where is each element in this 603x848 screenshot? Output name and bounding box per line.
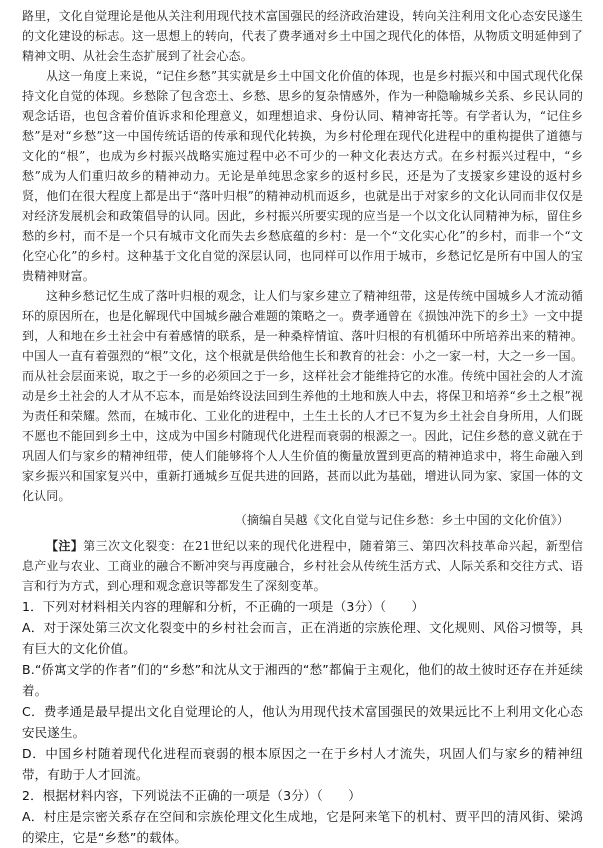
question-2-option-a: A．村庄是宗密关系存在空间和宗族伦理文化生成地，它是阿来笔下的机村、贾平凹的清风街、梁鸿的梁庄，它是“乡愁”的载体。 [22,809,583,845]
annotation-tag: 【注】 [46,539,84,553]
question-1-option-c: C．费孝通是最早提出文化自觉理论的人，他认为用现代技术富国强民的效果远比不上利用文化心态安民遂生。 [22,704,583,740]
question-1-stem: 1．下列对材料相关内容的理解和分析，不正确的一项是（3分）（ ） [22,599,425,614]
question-1-option-a: A．对于深处第三次文化裂变中的乡村社会而言，正在消逝的宗族伦理、文化规则、风俗习惯等，具有巨大的文化价值。 [22,620,583,656]
annotation-text: 第三次文化裂变：在21世纪以来的现代化进程中，随着第三、第四次科技革命兴起，新型信息产业与农业、工商业的融合不断冲突与再度融合，乡村社会从传统生活方式、人际关系和交往方式、语言和行为方式，到心理和观念意识等都发生了深刻变革。 [22,539,583,593]
passage-paragraph-1: 路里，文化自觉理论是他从关注利用现代技术富国强民的经济政治建设，转向关注利用文化心态安民遂生的文化建设的标志。这一思想上的转向，代表了费孝通对乡土中国之现代化的体悟，从物质文明延伸到了精神文明、从社会生态扩展到了社会心态。 [22,9,583,63]
passage-paragraph-2: 从这一角度上来说，“记住乡愁”其实就是乡土中国文化价值的体现，也是乡村振兴和中国式现代化保持文化自觉的体现。乡愁除了包含恋土、乡愁、思乡的复杂情感外，作为一种隐喻城乡关系、乡民认同的观念话语，也包含着价值诉求和伦理意义，如理想追求、身份认同、精神寄托等。有学者认为，“记住乡愁”是对“乡愁”这一中国传统话语的传承和现代化转换，为乡村伦理在现代化进程中的重构提供了道德与文化的“根”，也成为乡村振兴战略实施过程中必不可少的一种文化表达方式。在乡村振兴过程中，“乡愁”成为人们重归故乡的精神动力。无论是单纯思念家乡的返村乡民，还是为了支援家乡建设的返村乡贤，他们在很大程度上都是出于“落叶归根”的精神动机而返乡，也就是出于对家乡的文化认同而非仅仅是对经济发展机会和政策倡导的认同。因此，乡村振兴所要实现的应当是一个以文化认同精神为标，留住乡愁的乡村，而不是一个只有城市文化而失去乡愁底蕴的乡村：是一个“文化实心化”的乡村，而非一个“文化空心化”的乡村。这种基于文化自觉的深层认同，也同样可以作用于城市，乡愁记忆是所有中国人的宝贵精神财富。 [22,69,583,283]
question-1-option-b: B.“侨寓文学的作者”们的“乡愁”和沈从文于湘西的“愁”都偏于主观化，他们的故土彼时还存在并延续着。 [22,662,583,698]
passage-source: （摘编自吴越《文化自觉与记住乡愁：乡土中国的文化价值》） [234,513,569,527]
question-1-option-d: D．中国乡村随着现代化进程而衰弱的根本原因之一在于乡村人才流失，巩固人们与家乡的精神纽带，有助于人才回流。 [22,746,583,782]
passage-paragraph-3: 这种乡愁记忆生成了落叶归根的观念，让人们与家乡建立了精神纽带，这是传统中国城乡人才流动循环的原因所在，也是化解现代中国城乡融合难题的策略之一。费孝通曾在《损蚀冲洗下的乡土》一文中提到，人和地在乡土社会中有着感情的联系，是一种桑梓情谊、落叶归根的有机循环中所培养出来的精神。中国人一直有着强烈的“根”文化，这个根就是供给他生长和教育的社会：小之一家一村，大之一乡一国。而从社会层面来说，取之于一乡的必须回之于一乡，这样社会才能维持它的水准。传统中国社会的人才流动是乡土社会的人才从不忘本，而是始终设法回到生养他的土地和族人中去，将保卫和培养“乡土之根”视为责任和荣耀。然而，在城市化、工业化的进程中，土生土长的人才已不复为乡土社会自身所用，人们既不愿也不能回到乡土中，这成为中国乡村随现代化进程而衰弱的根源之一。因此，记住乡愁的意义就在于巩固人们与家乡的精神纽带，使人们能够将个人人生价值的衡量放置到更高的精神追求中，将生命融入到家乡振兴和国家复兴中，重新打通城乡互促共进的回路，甚而以此为基础，增进认同为家、家国一体的文化认同。 [22,289,583,503]
annotation-note [22,536,583,596]
question-2-stem: 2．根据材料内容，下列说法不正确的一项是（3分）（ ） [22,788,361,803]
